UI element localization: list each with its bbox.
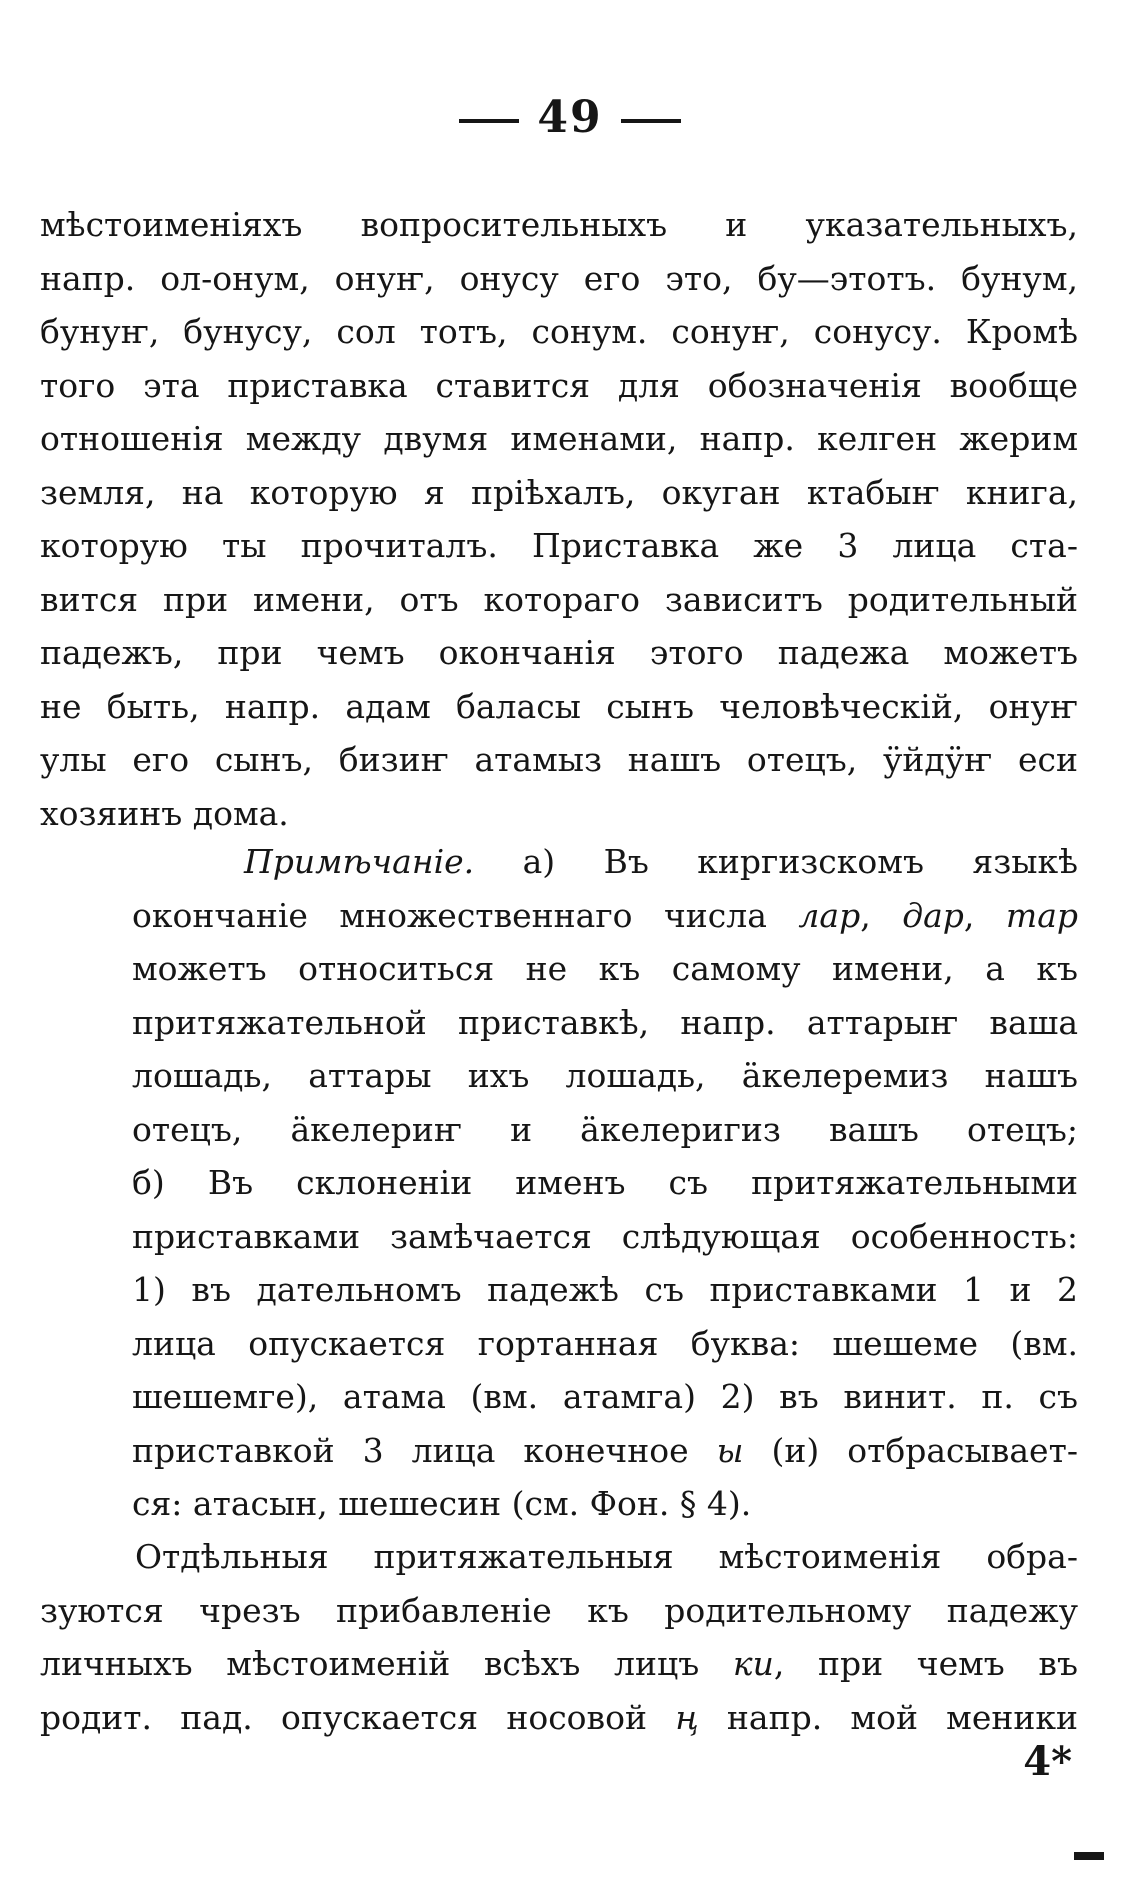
page-number-header bbox=[0, 92, 1140, 143]
text-line: Отдѣльныя притяжательныя мѣстоименія обра- bbox=[135, 1537, 1078, 1576]
p2-line3-pre: личныхъ мѣстоименій всѣхъ лицъ bbox=[40, 1644, 733, 1683]
corner-mark bbox=[1074, 1852, 1104, 1860]
text-line: земля, на которую я пріѣхалъ, окуган ктабыҥ книга, bbox=[40, 472, 1078, 512]
text-line: напр. ол-онум, онуҥ, онусу его это, бу—этотъ. бунум, bbox=[40, 258, 1078, 298]
note-line: отецъ, ӓкелериҥ и ӓкелеригиз вашъ отецъ; bbox=[132, 1109, 1078, 1149]
suffix-tar: тар bbox=[1005, 895, 1078, 935]
note-line: б) Въ склоненіи именъ съ притяжательными bbox=[132, 1163, 1078, 1202]
note-line-suffixes: окончаніе множественнаго числа лар, дар, тар bbox=[132, 895, 1078, 935]
text-line-ng bbox=[40, 1691, 1078, 1745]
right-dash bbox=[621, 119, 681, 123]
note-line12-post: (и) отбрасывает- bbox=[743, 1430, 1078, 1470]
note-label: Примѣчаніе. bbox=[244, 842, 475, 881]
letter-ng: ң bbox=[675, 1697, 699, 1737]
note-first-text: а) Въ киргизскомъ языкѣ bbox=[522, 842, 1078, 881]
p2-line4-pre: родит. пад. опускается носовой bbox=[40, 1697, 676, 1737]
text-line: улы его сынъ, бизиҥ атамыз нашъ отецъ, ӱйдӱҥ еси bbox=[40, 740, 1078, 779]
note-line-letter bbox=[132, 1424, 1078, 1478]
text-line-ki bbox=[40, 1637, 1078, 1691]
text-line: падежъ, при чемъ окончанія этого падежа можетъ bbox=[40, 633, 1078, 672]
note-line12-pre: приставкой 3 лица конечное bbox=[132, 1430, 717, 1470]
note-line: притяжательной приставкѣ, напр. аттарыҥ ваша bbox=[132, 1002, 1078, 1042]
suffix-lar: лар bbox=[798, 895, 861, 935]
text-line: хозяинъ дома. bbox=[40, 793, 289, 833]
note-line: лица опускается гортанная буква: шешеме (вм. bbox=[132, 1323, 1078, 1363]
suffix-ki: ки bbox=[732, 1644, 774, 1683]
page-number: 49 bbox=[537, 92, 603, 143]
note-line: 1) въ дательномъ падежѣ съ приставками 1 и 2 bbox=[132, 1270, 1078, 1309]
letter-y: ы bbox=[716, 1430, 744, 1470]
text-line: не быть, напр. адам баласы сынъ человѣческій, онуҥ bbox=[40, 686, 1078, 726]
text-line: отношенія между двумя именами, напр. келген жерим bbox=[40, 419, 1078, 458]
note-line: приставками замѣчается слѣдующая особенность: bbox=[132, 1216, 1078, 1256]
text-line: зуются чрезъ прибавленіе къ родительному падежу bbox=[40, 1590, 1078, 1630]
text-line: бунуҥ, бунусу, сол тотъ, сонум. сонуҥ, сонусу. Кромѣ bbox=[40, 312, 1078, 351]
signature-mark: 4* bbox=[1023, 1738, 1072, 1785]
note-line: шешемге), атама (вм. атамга) 2) въ винит. п. съ bbox=[132, 1377, 1078, 1416]
text-line: того эта приставка ставится для обозначенія вообще bbox=[40, 365, 1078, 405]
note-line: можетъ относиться не къ самому имени, а къ bbox=[132, 949, 1078, 988]
text-line: мѣстоименіяхъ вопросительныхъ и указательныхъ, bbox=[40, 205, 1078, 244]
note-block bbox=[132, 835, 1078, 1531]
p2-line3-post: , при чемъ въ bbox=[773, 1644, 1078, 1683]
note-first-line bbox=[132, 835, 1078, 889]
note-line2-text: окончаніе множественнаго числа bbox=[132, 895, 799, 935]
paragraph-1 bbox=[40, 198, 1078, 840]
text-line: вится при имени, отъ котораго зависитъ родительный bbox=[40, 579, 1078, 619]
text-line: которую ты прочиталъ. Приставка же 3 лица ста- bbox=[40, 526, 1078, 565]
note-line: лошадь, аттары ихъ лошадь, ӓкелеремиз нашъ bbox=[132, 1056, 1078, 1095]
suffix-dar: дар bbox=[902, 895, 964, 935]
note-last-line: ся: атасын, шешесин (см. Фон. § 4). bbox=[132, 1484, 752, 1523]
left-dash bbox=[459, 119, 519, 123]
paragraph-2 bbox=[40, 1530, 1078, 1744]
p2-line4-post: напр. мой меники bbox=[698, 1697, 1078, 1737]
